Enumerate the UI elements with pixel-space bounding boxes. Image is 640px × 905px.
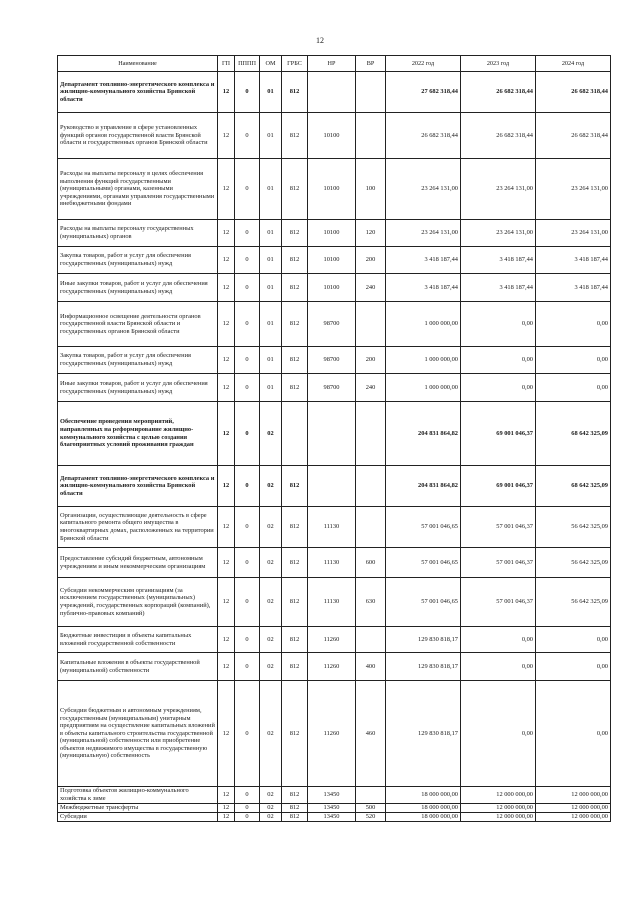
table-row xyxy=(58,374,611,402)
pppp-cell: 0 xyxy=(235,72,260,113)
vr-cell: 100 xyxy=(356,159,386,220)
amount-2022-cell: 1 000 000,00 xyxy=(386,374,461,402)
nr-cell xyxy=(308,466,356,507)
grbs-cell: 812 xyxy=(282,653,308,681)
grbs-cell: 812 xyxy=(282,374,308,402)
grbs-cell: 812 xyxy=(282,787,308,804)
amount-2022-cell: 18 000 000,00 xyxy=(386,787,461,804)
nr-cell: 13450 xyxy=(308,813,356,822)
name-cell: Департамент топливно-энергетического комплекса и жилищно-коммунального хозяйства Брянской области xyxy=(58,72,218,113)
table-body xyxy=(58,72,611,822)
amount-2022-cell: 57 001 046,65 xyxy=(386,507,461,548)
gp-cell: 12 xyxy=(218,627,235,653)
table-row xyxy=(58,274,611,302)
table-row xyxy=(58,813,611,822)
gp-cell: 12 xyxy=(218,507,235,548)
om-cell: 02 xyxy=(260,813,282,822)
amount-2023-cell: 57 001 046,37 xyxy=(461,548,536,578)
grbs-cell: 812 xyxy=(282,159,308,220)
grbs-cell: 812 xyxy=(282,507,308,548)
gp-cell: 12 xyxy=(218,804,235,813)
nr-cell: 10100 xyxy=(308,113,356,159)
nr-cell xyxy=(308,402,356,466)
amount-2024-cell: 0,00 xyxy=(536,302,611,347)
table-row xyxy=(58,548,611,578)
name-cell: Организации, осуществляющие деятельность в сфере капитального ремонта общего имущества в многоквартирных домах, расположенных на территории Брянской области xyxy=(58,507,218,548)
gp-cell: 12 xyxy=(218,302,235,347)
name-cell: Субсидии некоммерческим организациям (за исключением государственных (муниципальных) учреждений, государственных корпораций (компаний), публично-правовых компаний) xyxy=(58,578,218,627)
om-cell: 02 xyxy=(260,507,282,548)
vr-cell: 500 xyxy=(356,804,386,813)
nr-cell: 98700 xyxy=(308,302,356,347)
amount-2024-cell: 0,00 xyxy=(536,347,611,374)
grbs-cell xyxy=(282,402,308,466)
amount-2022-cell: 129 830 818,17 xyxy=(386,653,461,681)
amount-2023-cell: 0,00 xyxy=(461,302,536,347)
name-cell: Руководство и управление в сфере установленных функций органов государственной власти Брянской области и государственных органов Брянской области xyxy=(58,113,218,159)
table-row xyxy=(58,787,611,804)
vr-cell: 520 xyxy=(356,813,386,822)
grbs-cell: 812 xyxy=(282,274,308,302)
table-row xyxy=(58,247,611,274)
gp-cell: 12 xyxy=(218,274,235,302)
name-cell: Иные закупки товаров, работ и услуг для обеспечения государственных (муниципальных) нужд xyxy=(58,374,218,402)
om-cell: 01 xyxy=(260,72,282,113)
grbs-cell: 812 xyxy=(282,813,308,822)
amount-2023-cell: 0,00 xyxy=(461,374,536,402)
grbs-cell: 812 xyxy=(282,347,308,374)
table-row xyxy=(58,113,611,159)
gp-cell: 12 xyxy=(218,72,235,113)
name-cell: Иные закупки товаров, работ и услуг для обеспечения государственных (муниципальных) нужд xyxy=(58,274,218,302)
om-cell: 01 xyxy=(260,247,282,274)
vr-cell xyxy=(356,627,386,653)
grbs-cell: 812 xyxy=(282,247,308,274)
table-row xyxy=(58,159,611,220)
pppp-cell: 0 xyxy=(235,507,260,548)
table-row xyxy=(58,466,611,507)
nr-cell xyxy=(308,72,356,113)
vr-cell xyxy=(356,302,386,347)
amount-2024-cell: 68 642 325,09 xyxy=(536,466,611,507)
amount-2022-cell: 57 001 046,65 xyxy=(386,578,461,627)
amount-2024-cell: 56 642 325,09 xyxy=(536,578,611,627)
table-row xyxy=(58,653,611,681)
amount-2022-cell: 27 682 318,44 xyxy=(386,72,461,113)
table-row xyxy=(58,507,611,548)
grbs-cell: 812 xyxy=(282,548,308,578)
gp-cell: 12 xyxy=(218,113,235,159)
gp-cell: 12 xyxy=(218,578,235,627)
amount-2023-cell: 3 418 187,44 xyxy=(461,274,536,302)
vr-cell xyxy=(356,787,386,804)
nr-cell: 11260 xyxy=(308,627,356,653)
vr-cell: 400 xyxy=(356,653,386,681)
gp-cell: 12 xyxy=(218,681,235,787)
budget-table xyxy=(57,55,611,822)
amount-2022-cell: 57 001 046,65 xyxy=(386,548,461,578)
table-row xyxy=(58,681,611,787)
gp-cell: 12 xyxy=(218,374,235,402)
amount-2023-cell: 69 001 046,37 xyxy=(461,466,536,507)
amount-2024-cell: 0,00 xyxy=(536,653,611,681)
gp-cell: 12 xyxy=(218,466,235,507)
year-2022-header: 2022 год xyxy=(386,56,461,72)
amount-2024-cell: 0,00 xyxy=(536,374,611,402)
nr-cell: 10100 xyxy=(308,274,356,302)
amount-2022-cell: 18 000 000,00 xyxy=(386,804,461,813)
nr-cell: 98700 xyxy=(308,347,356,374)
name-cell: Субсидии бюджетным и автономным учреждениям, государственным (муниципальным) унитарным предприятиям на осуществление капитальных вложений в объекты капитального строительства государственной (муниципальной) собственности или приобретение объектов недвижимого имущества в государственную (муниципальную) собственность xyxy=(58,681,218,787)
vr-cell: 200 xyxy=(356,347,386,374)
amount-2022-cell: 18 000 000,00 xyxy=(386,813,461,822)
nr-cell: 10100 xyxy=(308,159,356,220)
amount-2022-cell: 1 000 000,00 xyxy=(386,302,461,347)
grbs-cell: 812 xyxy=(282,302,308,347)
om-cell: 02 xyxy=(260,681,282,787)
amount-2024-cell: 3 418 187,44 xyxy=(536,274,611,302)
om-header: ОМ xyxy=(260,56,282,72)
vr-cell: 600 xyxy=(356,548,386,578)
grbs-cell: 812 xyxy=(282,220,308,247)
pppp-cell: 0 xyxy=(235,578,260,627)
nr-cell: 13450 xyxy=(308,804,356,813)
table-header xyxy=(58,56,611,72)
amount-2024-cell: 12 000 000,00 xyxy=(536,813,611,822)
table-row xyxy=(58,627,611,653)
amount-2023-cell: 0,00 xyxy=(461,347,536,374)
pppp-cell: 0 xyxy=(235,466,260,507)
vr-cell: 630 xyxy=(356,578,386,627)
om-cell: 01 xyxy=(260,159,282,220)
pppp-cell: 0 xyxy=(235,681,260,787)
om-cell: 02 xyxy=(260,653,282,681)
nr-cell: 10100 xyxy=(308,220,356,247)
om-cell: 02 xyxy=(260,402,282,466)
gp-header: ГП xyxy=(218,56,235,72)
pppp-cell: 0 xyxy=(235,274,260,302)
nr-cell: 13450 xyxy=(308,787,356,804)
amount-2023-cell: 12 000 000,00 xyxy=(461,804,536,813)
name-cell: Обеспечение проведения мероприятий, направленных на реформирование жилищно-коммунального хозяйства с целью создания благоприятных условий проживания граждан xyxy=(58,402,218,466)
om-cell: 01 xyxy=(260,113,282,159)
om-cell: 02 xyxy=(260,804,282,813)
table-row xyxy=(58,347,611,374)
name-cell: Субсидии xyxy=(58,813,218,822)
vr-cell xyxy=(356,466,386,507)
nr-cell: 11260 xyxy=(308,653,356,681)
pppp-cell: 0 xyxy=(235,302,260,347)
table-row xyxy=(58,804,611,813)
vr-cell: 240 xyxy=(356,374,386,402)
amount-2024-cell: 3 418 187,44 xyxy=(536,247,611,274)
gp-cell: 12 xyxy=(218,347,235,374)
vr-cell: 200 xyxy=(356,247,386,274)
nr-cell: 98700 xyxy=(308,374,356,402)
name-cell: Информационное освещение деятельности органов государственной власти Брянской области и государственных органов Брянской области xyxy=(58,302,218,347)
grbs-cell: 812 xyxy=(282,804,308,813)
nr-cell: 11260 xyxy=(308,681,356,787)
amount-2022-cell: 204 831 864,82 xyxy=(386,466,461,507)
gp-cell: 12 xyxy=(218,787,235,804)
amount-2023-cell: 0,00 xyxy=(461,653,536,681)
amount-2024-cell: 12 000 000,00 xyxy=(536,804,611,813)
om-cell: 02 xyxy=(260,466,282,507)
pppp-cell: 0 xyxy=(235,347,260,374)
om-cell: 01 xyxy=(260,302,282,347)
pppp-cell: 0 xyxy=(235,787,260,804)
amount-2023-cell: 0,00 xyxy=(461,681,536,787)
grbs-header: ГРБС xyxy=(282,56,308,72)
gp-cell: 12 xyxy=(218,247,235,274)
om-cell: 02 xyxy=(260,627,282,653)
amount-2023-cell: 0,00 xyxy=(461,627,536,653)
page-number: 12 xyxy=(316,36,324,45)
table-row xyxy=(58,302,611,347)
amount-2023-cell: 12 000 000,00 xyxy=(461,787,536,804)
om-cell: 01 xyxy=(260,274,282,302)
amount-2022-cell: 1 000 000,00 xyxy=(386,347,461,374)
nr-cell: 10100 xyxy=(308,247,356,274)
om-cell: 01 xyxy=(260,220,282,247)
grbs-cell: 812 xyxy=(282,113,308,159)
name-cell: Предоставление субсидий бюджетным, автономным учреждениям и иным некоммерческим организациям xyxy=(58,548,218,578)
amount-2022-cell: 23 264 131,00 xyxy=(386,159,461,220)
amount-2022-cell: 204 831 864,82 xyxy=(386,402,461,466)
pppp-cell: 0 xyxy=(235,653,260,681)
vr-cell xyxy=(356,113,386,159)
om-cell: 02 xyxy=(260,548,282,578)
name-cell: Бюджетные инвестиции в объекты капитальных вложений государственной собственности xyxy=(58,627,218,653)
vr-cell: 460 xyxy=(356,681,386,787)
amount-2023-cell: 23 264 131,00 xyxy=(461,220,536,247)
amount-2022-cell: 3 418 187,44 xyxy=(386,274,461,302)
gp-cell: 12 xyxy=(218,653,235,681)
vr-cell: 120 xyxy=(356,220,386,247)
amount-2023-cell: 26 682 318,44 xyxy=(461,113,536,159)
amount-2023-cell: 57 001 046,37 xyxy=(461,578,536,627)
pppp-header: ПППП xyxy=(235,56,260,72)
amount-2023-cell: 69 001 046,37 xyxy=(461,402,536,466)
grbs-cell: 812 xyxy=(282,72,308,113)
gp-cell: 12 xyxy=(218,402,235,466)
amount-2024-cell: 56 642 325,09 xyxy=(536,507,611,548)
pppp-cell: 0 xyxy=(235,813,260,822)
year-2024-header: 2024 год xyxy=(536,56,611,72)
table-row xyxy=(58,578,611,627)
om-cell: 01 xyxy=(260,347,282,374)
name-cell: Подготовка объектов жилищно-коммунального хозяйства к зиме xyxy=(58,787,218,804)
pppp-cell: 0 xyxy=(235,627,260,653)
year-2023-header: 2023 год xyxy=(461,56,536,72)
name-header: Наименование xyxy=(58,56,218,72)
om-cell: 01 xyxy=(260,374,282,402)
amount-2022-cell: 23 264 131,00 xyxy=(386,220,461,247)
amount-2023-cell: 23 264 131,00 xyxy=(461,159,536,220)
amount-2022-cell: 129 830 818,17 xyxy=(386,627,461,653)
pppp-cell: 0 xyxy=(235,220,260,247)
amount-2022-cell: 3 418 187,44 xyxy=(386,247,461,274)
pppp-cell: 0 xyxy=(235,159,260,220)
amount-2024-cell: 0,00 xyxy=(536,681,611,787)
vr-header: ВР xyxy=(356,56,386,72)
amount-2023-cell: 57 001 046,37 xyxy=(461,507,536,548)
pppp-cell: 0 xyxy=(235,804,260,813)
table-row xyxy=(58,72,611,113)
nr-header: НР xyxy=(308,56,356,72)
amount-2023-cell: 3 418 187,44 xyxy=(461,247,536,274)
table-row xyxy=(58,402,611,466)
amount-2024-cell: 26 682 318,44 xyxy=(536,72,611,113)
name-cell: Расходы на выплаты персоналу государственных (муниципальных) органов xyxy=(58,220,218,247)
amount-2024-cell: 23 264 131,00 xyxy=(536,159,611,220)
amount-2022-cell: 129 830 818,17 xyxy=(386,681,461,787)
gp-cell: 12 xyxy=(218,548,235,578)
nr-cell: 11130 xyxy=(308,507,356,548)
nr-cell: 11130 xyxy=(308,578,356,627)
name-cell: Закупка товаров, работ и услуг для обеспечения государственных (муниципальных) нужд xyxy=(58,347,218,374)
name-cell: Межбюджетные трансферты xyxy=(58,804,218,813)
pppp-cell: 0 xyxy=(235,113,260,159)
amount-2023-cell: 12 000 000,00 xyxy=(461,813,536,822)
amount-2024-cell: 0,00 xyxy=(536,627,611,653)
name-cell: Расходы на выплаты персоналу в целях обеспечения выполнения функций государственными (муниципальными) органами, казенными учреждениями, органами управления государственными внебюджетными фондами xyxy=(58,159,218,220)
amount-2023-cell: 26 682 318,44 xyxy=(461,72,536,113)
pppp-cell: 0 xyxy=(235,374,260,402)
pppp-cell: 0 xyxy=(235,548,260,578)
gp-cell: 12 xyxy=(218,813,235,822)
vr-cell xyxy=(356,72,386,113)
name-cell: Департамент топливно-энергетического комплекса и жилищно-коммунального хозяйства Брянской области xyxy=(58,466,218,507)
nr-cell: 11130 xyxy=(308,548,356,578)
vr-cell: 240 xyxy=(356,274,386,302)
amount-2024-cell: 68 642 325,09 xyxy=(536,402,611,466)
name-cell: Закупка товаров, работ и услуг для обеспечения государственных (муниципальных) нужд xyxy=(58,247,218,274)
amount-2024-cell: 12 000 000,00 xyxy=(536,787,611,804)
gp-cell: 12 xyxy=(218,159,235,220)
pppp-cell: 0 xyxy=(235,247,260,274)
amount-2022-cell: 26 682 318,44 xyxy=(386,113,461,159)
table-row xyxy=(58,220,611,247)
grbs-cell: 812 xyxy=(282,681,308,787)
pppp-cell: 0 xyxy=(235,402,260,466)
vr-cell xyxy=(356,507,386,548)
grbs-cell: 812 xyxy=(282,627,308,653)
om-cell: 02 xyxy=(260,787,282,804)
grbs-cell: 812 xyxy=(282,466,308,507)
om-cell: 02 xyxy=(260,578,282,627)
amount-2024-cell: 56 642 325,09 xyxy=(536,548,611,578)
name-cell: Капитальные вложения в объекты государственной (муниципальной) собственности xyxy=(58,653,218,681)
grbs-cell: 812 xyxy=(282,578,308,627)
amount-2024-cell: 26 682 318,44 xyxy=(536,113,611,159)
amount-2024-cell: 23 264 131,00 xyxy=(536,220,611,247)
vr-cell xyxy=(356,402,386,466)
gp-cell: 12 xyxy=(218,220,235,247)
